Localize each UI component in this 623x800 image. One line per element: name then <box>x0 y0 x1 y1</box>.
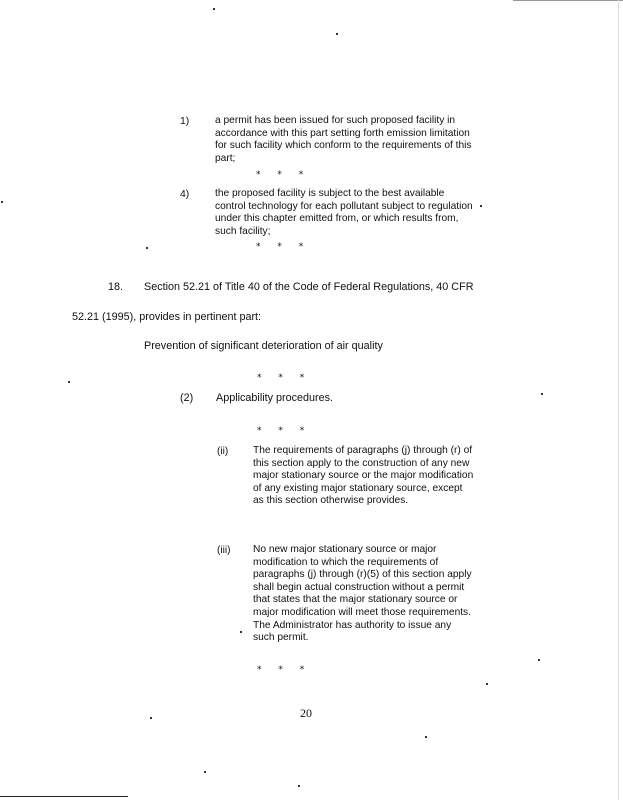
list-item-text: The requirements of paragraphs (j) through (r) of this section apply to the construction of any new major stationary source or the major modification of any existing major stationary source, except as this section otherwise provides. <box>253 445 474 507</box>
ellipsis-stars: * * * <box>256 170 311 180</box>
paragraph-line: 52.21 (1995), provides in pertinent part: <box>72 311 262 323</box>
ellipsis-stars: * * * <box>257 373 312 383</box>
scan-edge-line-bottom <box>0 796 128 797</box>
scan-speck <box>1 201 3 203</box>
list-item-marker: 4) <box>180 189 190 200</box>
scan-speck <box>541 393 543 395</box>
paragraph-line: Section 52.21 of Title 40 of the Code of Federal Regulations, 40 CFR <box>144 281 474 293</box>
paragraph-number: 18. <box>108 281 124 293</box>
list-item-marker: 1) <box>180 116 190 127</box>
scan-speck <box>538 659 540 661</box>
scan-speck <box>146 247 148 249</box>
subsection-marker: (2) <box>180 392 194 404</box>
scan-speck <box>204 771 206 773</box>
ellipsis-stars: * * * <box>257 665 312 675</box>
list-item-text: the proposed facility is subject to the best available control technology for each pollutant subject to regulation under this chapter emitted from, or which results from, such facility; <box>215 188 473 237</box>
scan-speck <box>336 33 338 35</box>
list-item-marker: (ii) <box>217 446 229 457</box>
list-item-text: No new major stationary source or major modification to which the requirements of paragraphs (j) through (r)(5) of this section apply shall begin actual construction without a permit that states that the major stationary source or major modification will meet those requirements. The Administrator has authority to issue any such permit. <box>253 544 472 644</box>
scan-speck <box>425 736 427 738</box>
list-item-marker: (iii) <box>217 545 231 556</box>
scan-edge-line-top <box>513 0 623 1</box>
scan-speck <box>68 381 70 383</box>
scan-edge-line-right <box>618 0 619 800</box>
scan-speck <box>213 8 215 10</box>
ellipsis-stars: * * * <box>257 426 312 436</box>
scan-speck <box>150 717 152 719</box>
page-number: 20 <box>300 706 312 720</box>
subsection-title: Applicability procedures. <box>216 392 334 404</box>
scan-speck <box>240 631 242 633</box>
list-item-text: a permit has been issued for such proposed facility in accordance with this part setting forth emission limitation for such facility which conform to the requirements of this part; <box>215 115 472 164</box>
scan-speck <box>298 785 300 787</box>
scan-speck <box>480 205 482 207</box>
ellipsis-stars: * * * <box>256 242 311 252</box>
scan-speck <box>486 683 488 685</box>
regulation-heading: Prevention of significant deterioration of air quality <box>144 340 383 352</box>
